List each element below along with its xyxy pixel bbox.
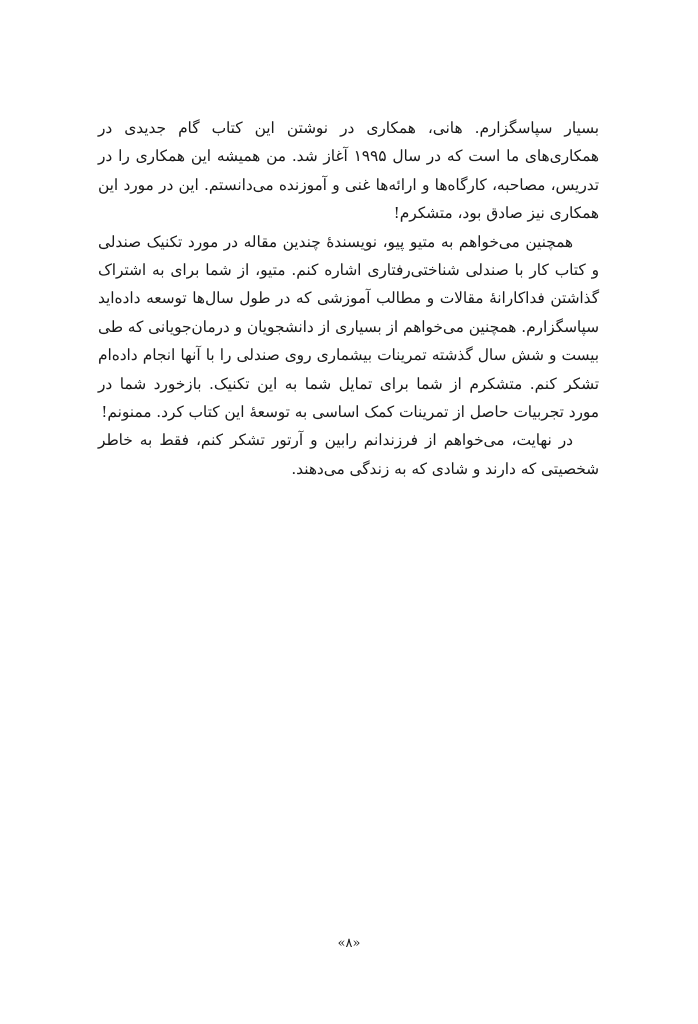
page-number: «۸» — [337, 936, 361, 951]
paragraph-2: همچنین می‌خواهم به متیو پیو، نویسندهٔ چندین مقاله در مورد تکنیک صندلی و کتاب کار با صندلی شناختی‌رفتاری اشاره کنم. متیو، از شما برای به اشتراک گذاشتن فداکارانهٔ مقالات و مطالب آموزشی که در طول سال‌ها توسعه داده‌اید سپاسگزارم. همچنین می‌خواهم از بسیاری از دانشجویان و درمان‌جویانی که طی بیست و شش سال گذشته تمرینات بیشماری روی صندلی را با آنها انجام داده‌ام تشکر کنم. متشکرم از شما برای تمایل شما به این تکنیک. بازخورد شما در مورد تجربیات حاصل از تمرینات کمک اساسی به توسعهٔ این کتاب کرد. ممنونم! — [98, 232, 599, 422]
paragraph-3: در نهایت، می‌خواهم از فرزندانم رابین و آرتور تشکر کنم، فقط به خاطر شخصیتی که دارند و شادی که به زندگی می‌دهند. — [98, 431, 599, 478]
body-text — [98, 114, 599, 483]
paragraph-1: بسیار سپاسگزارم. هانی، همکاری در نوشتن این کتاب گام جدیدی در همکاری‌های ما است که در سال ۱۹۹۵ آغاز شد. من همیشه این همکاری را در تدریس، مصاحبه، کارگاه‌ها و ارائه‌ها غنی و آموزنده می‌دانستم. این در مورد این همکاری نیز صادق بود، متشکرم! — [98, 119, 599, 223]
